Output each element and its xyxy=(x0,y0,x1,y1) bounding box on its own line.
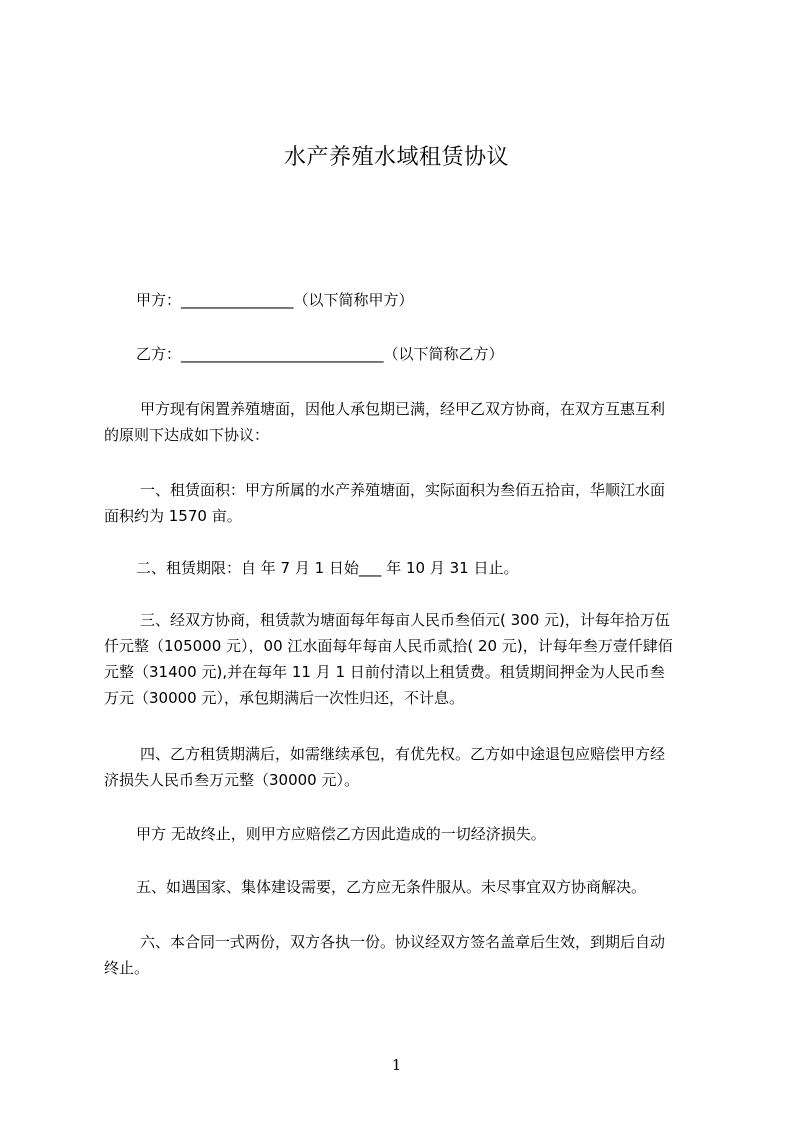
clause-1-line-1: 一、租赁面积：甲方所属的水产养殖塘面，实际面积为叁佰五拾亩，华顺江水面 xyxy=(140,481,666,499)
clause-6-line-1: 六、本合同一式两份，双方各执一份。协议经双方签名盖章后生效，到期后自动 xyxy=(140,933,666,951)
preamble-line-1: 甲方现有闲置养殖塘面，因他人承包期已满，经甲乙双方协商，在双方互惠互利 xyxy=(140,400,666,418)
clause-3-line-2: 仟元整（105000 元），00 江水面每年每亩人民币贰拾( 20 元)，计每年叁万壹仟肆佰 xyxy=(104,637,673,655)
clause-4-line-2: 济损失人民币叁万元整（30000 元）。 xyxy=(104,771,359,789)
party-b-line: 乙方：___________________________（以下简称乙方） xyxy=(136,345,504,363)
clause-3-line-1: 三、经双方协商，租赁款为塘面每年每亩人民币叁佰元( 300 元)，计每年拾万伍 xyxy=(140,611,670,629)
clause-2-line: 二、租赁期限：自 年 7 月 1 日始___ 年 10 月 31 日止。 xyxy=(136,559,519,577)
clause-3-line-4: 万元（30000 元），承包期满后一次性归还，不计息。 xyxy=(104,689,464,707)
preamble-line-2: 的原则下达成如下协议： xyxy=(104,426,270,444)
party-a-line: 甲方：_______________（以下简称甲方） xyxy=(136,291,414,309)
document-title: 水产养殖水域租赁协议 xyxy=(283,145,509,170)
clause-3-line-3: 元整（31400 元),并在每年 11 月 1 日前付清以上租赁费。租赁期间押金为人民币叁 xyxy=(104,663,665,681)
termination-line: 甲方 无故终止，则甲方应赔偿乙方因此造成的一切经济损失。 xyxy=(136,825,546,843)
clause-5-line: 五、如遇国家、集体建设需要，乙方应无条件服从。未尽事宜双方协商解决。 xyxy=(136,878,647,896)
clause-6-line-2: 终止。 xyxy=(104,959,150,977)
clause-1-line-2: 面积约为 1570 亩。 xyxy=(104,507,242,525)
clause-4-line-1: 四、乙方租赁期满后，如需继续承包，有优先权。乙方如中途退包应赔偿甲方经 xyxy=(140,745,666,763)
page-number: 1 xyxy=(391,1056,402,1074)
